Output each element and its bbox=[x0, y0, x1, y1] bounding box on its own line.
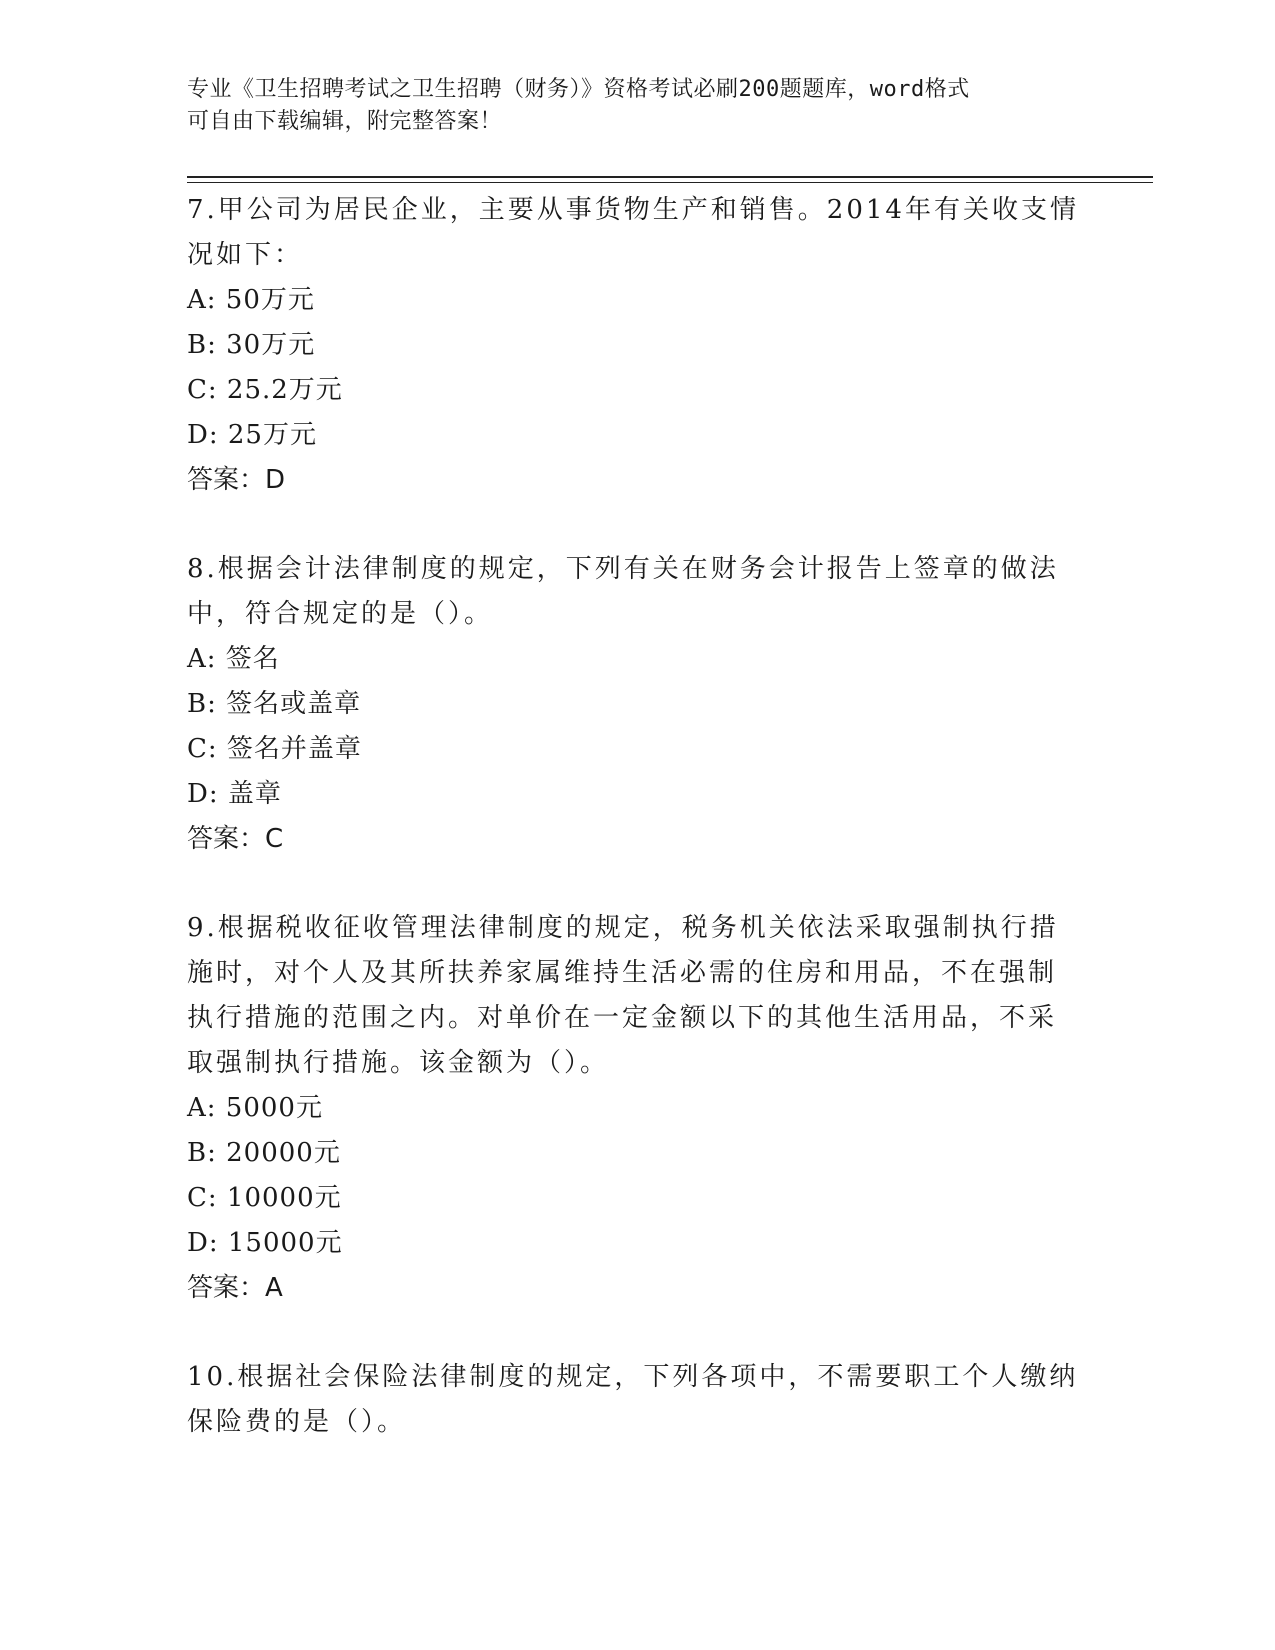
question-text-line: 况如下： bbox=[187, 240, 304, 270]
question-text-line: 7.甲公司为居民企业，主要从事货物生产和销售。2014年有关收支情 bbox=[187, 195, 1079, 225]
question-text bbox=[187, 547, 1067, 637]
question-text-line: 施时，对个人及其所扶养家属维持生活必需的住房和用品，不在强制 bbox=[187, 958, 1058, 988]
option-c: C: 签名并盖章 bbox=[187, 734, 362, 764]
question-text bbox=[187, 188, 1079, 278]
question-8 bbox=[187, 547, 1067, 862]
question-9 bbox=[187, 906, 1067, 1311]
option-b: B: 30万元 bbox=[187, 330, 316, 360]
option-a: A: 签名 bbox=[187, 644, 280, 674]
question-text-line: 取强制执行措施。该金额为（）。 bbox=[187, 1048, 610, 1078]
question-text-line: 9.根据税收征收管理法律制度的规定，税务机关依法采取强制执行措 bbox=[187, 913, 1059, 943]
question-text-line: 保险费的是（）。 bbox=[187, 1407, 407, 1437]
question-text-line: 10.根据社会保险法律制度的规定，下列各项中，不需要职工个人缴纳 bbox=[187, 1362, 1079, 1392]
answer-label: 答案：C bbox=[187, 824, 284, 854]
question-text bbox=[187, 1355, 1079, 1445]
question-text-line: 中，符合规定的是（）。 bbox=[187, 599, 494, 629]
option-c: C: 25.2万元 bbox=[187, 375, 343, 405]
question-list bbox=[187, 188, 1079, 1445]
option-c: C: 10000元 bbox=[187, 1183, 342, 1213]
spacer bbox=[187, 862, 1067, 906]
option-d: D: 盖章 bbox=[187, 779, 282, 809]
spacer bbox=[187, 503, 1067, 547]
option-b: B: 签名或盖章 bbox=[187, 689, 362, 719]
header-rule-thick bbox=[187, 176, 1153, 178]
spacer bbox=[187, 1311, 1067, 1355]
header-line-2: 可自由下载编辑，附完整答案！ bbox=[187, 109, 503, 134]
option-a: A: 50万元 bbox=[187, 285, 315, 315]
option-d: D: 15000元 bbox=[187, 1228, 343, 1258]
question-7 bbox=[187, 188, 1079, 503]
question-text bbox=[187, 906, 1067, 1086]
document-header bbox=[187, 74, 1067, 138]
option-a: A: 5000元 bbox=[187, 1093, 323, 1123]
answer-label: 答案：A bbox=[187, 1273, 283, 1303]
question-text-line: 8.根据会计法律制度的规定，下列有关在财务会计报告上签章的做法 bbox=[187, 554, 1059, 584]
question-10 bbox=[187, 1355, 1079, 1445]
header-rule-thin bbox=[187, 182, 1153, 183]
option-d: D: 25万元 bbox=[187, 420, 317, 450]
header-line-1: 专业《卫生招聘考试之卫生招聘（财务）》资格考试必刷200题题库，word格式 bbox=[187, 77, 970, 102]
option-b: B: 20000元 bbox=[187, 1138, 341, 1168]
answer-label: 答案：D bbox=[187, 465, 286, 495]
question-text-line: 执行措施的范围之内。对单价在一定金额以下的其他生活用品，不采 bbox=[187, 1003, 1058, 1033]
